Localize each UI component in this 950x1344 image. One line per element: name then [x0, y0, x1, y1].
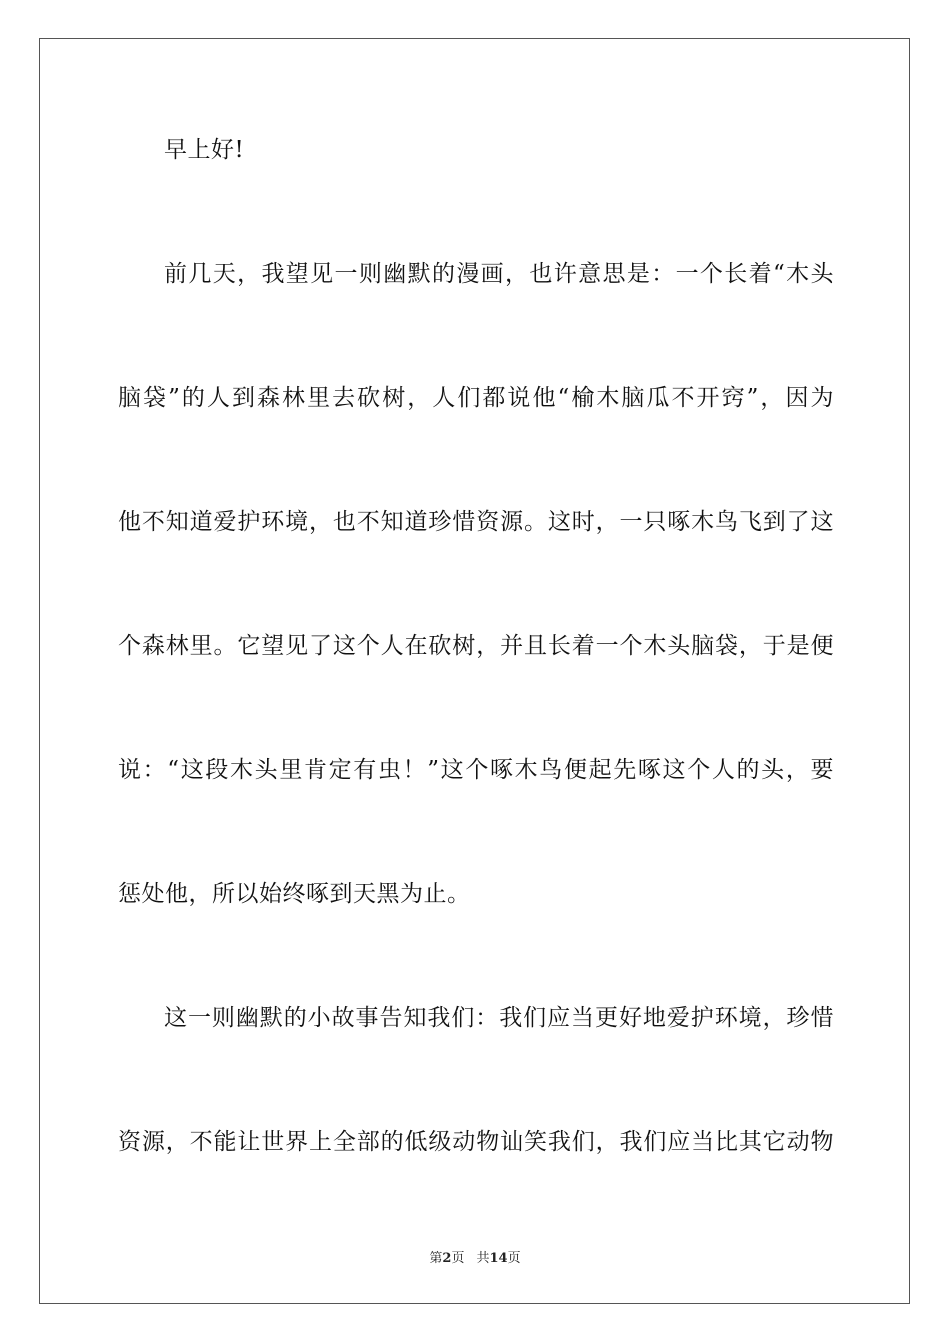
page-number: 2	[442, 1251, 452, 1266]
paragraph-line: 脑袋”的人到森林里去砍树，人们都说他“榆木脑瓜不开窍”，因为	[118, 385, 834, 411]
paragraph-line: 前几天，我望见一则幽默的漫画，也许意思是：一个长着“木头	[164, 261, 834, 287]
paragraph-line: 惩处他，所以始终啄到天黑为止。	[118, 881, 471, 907]
page-footer	[0, 1247, 950, 1266]
total-suffix: 页	[507, 1251, 521, 1266]
paragraph-line: 这一则幽默的小故事告知我们：我们应当更好地爱护环境，珍惜	[164, 1005, 834, 1031]
total-prefix: 共	[476, 1251, 490, 1266]
paragraph-line: 说：“这段木头里肯定有虫！”这个啄木鸟便起先啄这个人的头，要	[118, 757, 834, 783]
total-pages: 14	[489, 1251, 508, 1266]
page-suffix: 页	[451, 1251, 465, 1266]
greeting-line: 早上好!	[164, 137, 245, 163]
paragraph-line: 个森林里。它望见了这个人在砍树，并且长着一个木头脑袋，于是便	[118, 633, 834, 659]
paragraph-line: 资源，不能让世界上全部的低级动物讪笑我们，我们应当比其它动物	[118, 1129, 834, 1155]
page-border	[39, 38, 910, 1304]
page-prefix: 第	[429, 1251, 443, 1266]
paragraph-line: 他不知道爱护环境，也不知道珍惜资源。这时，一只啄木鸟飞到了这	[118, 509, 834, 535]
